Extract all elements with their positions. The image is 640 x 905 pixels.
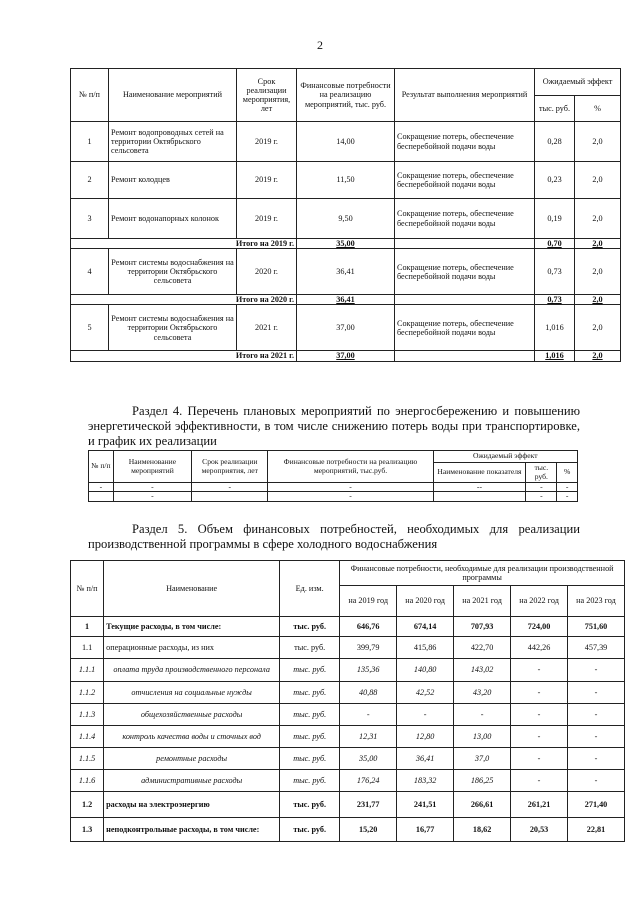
- row-name: ремонтные расходы: [104, 748, 280, 770]
- t3-finance-header: Финансовые потребности, необходимые для реализации производственной программы: [340, 561, 625, 586]
- row-num: 2: [71, 162, 109, 199]
- total-effect-pct: 2,0: [575, 295, 621, 305]
- row-value: 422,70: [454, 637, 511, 659]
- row-value: 12,80: [397, 726, 454, 748]
- energy-measures-table: [88, 450, 578, 502]
- t3-year-header: на 2020 год: [397, 586, 454, 617]
- row-value: 20,53: [511, 818, 568, 842]
- row-value: -: [568, 682, 625, 704]
- row-value: -: [568, 770, 625, 792]
- t2-term: [192, 492, 268, 501]
- row-unit: тыс. руб.: [280, 748, 340, 770]
- table-row: [71, 682, 625, 704]
- row-value: 442,26: [511, 637, 568, 659]
- row-num: 1.1.5: [71, 748, 104, 770]
- t3-unit-header: Ед. изм.: [280, 561, 340, 617]
- section-4-text: Раздел 4. Перечень плановых мероприятий по энергосбережению и повышению энергетической эффективности, в том числе снижению потерь воды при транспортировке, и график их реализации: [88, 404, 580, 448]
- row-name: Текущие расходы, в том числе:: [104, 617, 280, 637]
- row-value: 15,20: [340, 818, 397, 842]
- row-result: Сокращение потерь, обеспечение бесперебойной подачи воды: [395, 199, 535, 239]
- row-finance: 11,50: [297, 162, 395, 199]
- table-row: [71, 792, 625, 818]
- t3-year-header: на 2022 год: [511, 586, 568, 617]
- row-name: расходы на электроэнергию: [104, 792, 280, 818]
- row-effect-pct: 2,0: [575, 122, 621, 162]
- row-term: 2019 г.: [237, 122, 297, 162]
- row-num: 4: [71, 249, 109, 295]
- t3-year-header: на 2023 год: [568, 586, 625, 617]
- t2-name-header: Наименование мероприятий: [113, 451, 191, 483]
- table-row: [71, 122, 621, 162]
- row-term: 2019 г.: [237, 162, 297, 199]
- row-value: 13,00: [454, 726, 511, 748]
- total-label: Итого на 2020 г.: [71, 295, 297, 305]
- table-row: [71, 162, 621, 199]
- row-effect-rub: 0,73: [535, 249, 575, 295]
- row-num: 1.3: [71, 818, 104, 842]
- row-effect-pct: 2,0: [575, 305, 621, 351]
- measures-table: [70, 68, 621, 362]
- t3-year-header: на 2021 год: [454, 586, 511, 617]
- total-result: [395, 239, 535, 249]
- row-unit: тыс. руб.: [280, 659, 340, 682]
- row-value: 751,60: [568, 617, 625, 637]
- t2-indicator-header: Наименование показателя: [433, 463, 526, 483]
- row-unit: тыс. руб.: [280, 617, 340, 637]
- row-num: 1.1.6: [71, 770, 104, 792]
- t2-effect-header: Ожидаемый эффект: [433, 451, 577, 463]
- row-unit: тыс. руб.: [280, 770, 340, 792]
- row-value: 135,36: [340, 659, 397, 682]
- row-name: Ремонт системы водоснабжения на территории Октябрьского сельсовета: [109, 249, 237, 295]
- row-num: 5: [71, 305, 109, 351]
- row-value: -: [340, 704, 397, 726]
- row-value: 674,14: [397, 617, 454, 637]
- t2-term: -: [192, 483, 268, 492]
- row-value: -: [511, 748, 568, 770]
- t2-rub-header: тыс. руб.: [526, 463, 557, 483]
- table-row: [89, 483, 578, 492]
- table-row: [71, 818, 625, 842]
- row-value: -: [568, 659, 625, 682]
- row-effect-pct: 2,0: [575, 199, 621, 239]
- row-effect-rub: 1,016: [535, 305, 575, 351]
- col-term-header: Срок реализации мероприятия, лет: [237, 69, 297, 122]
- table-row: [71, 770, 625, 792]
- row-result: Сокращение потерь, обеспечение бесперебойной подачи воды: [395, 122, 535, 162]
- row-value: 40,88: [340, 682, 397, 704]
- row-value: 183,32: [397, 770, 454, 792]
- t2-rub: -: [526, 483, 557, 492]
- row-value: 231,77: [340, 792, 397, 818]
- row-name: операционные расходы, из них: [104, 637, 280, 659]
- row-unit: тыс. руб.: [280, 682, 340, 704]
- row-num: 1.1: [71, 637, 104, 659]
- table-row: [71, 704, 625, 726]
- row-num: 1.1.4: [71, 726, 104, 748]
- row-value: 35,00: [340, 748, 397, 770]
- row-name: отчисления на социальные нужды: [104, 682, 280, 704]
- total-row: [71, 295, 621, 305]
- row-unit: тыс. руб.: [280, 637, 340, 659]
- row-name: Ремонт водопроводных сетей на территории Октябрьского сельсовета: [109, 122, 237, 162]
- row-value: 43,20: [454, 682, 511, 704]
- t2-indicator: --: [433, 483, 526, 492]
- row-num: 1: [71, 617, 104, 637]
- row-value: 18,62: [454, 818, 511, 842]
- row-name: Ремонт колодцев: [109, 162, 237, 199]
- table-row: [71, 249, 621, 295]
- row-num: 1.1.1: [71, 659, 104, 682]
- row-value: 457,39: [568, 637, 625, 659]
- total-row: [71, 351, 621, 361]
- row-num: 1.2: [71, 792, 104, 818]
- page-number: 2: [317, 38, 323, 52]
- row-unit: тыс. руб.: [280, 818, 340, 842]
- row-value: -: [397, 704, 454, 726]
- row-effect-rub: 0,19: [535, 199, 575, 239]
- total-result: [395, 351, 535, 361]
- t2-pct-header: %: [557, 463, 578, 483]
- row-name: административные расходы: [104, 770, 280, 792]
- row-value: 399,79: [340, 637, 397, 659]
- row-value: 266,61: [454, 792, 511, 818]
- row-value: 415,86: [397, 637, 454, 659]
- table-row: [71, 637, 625, 659]
- row-finance: 37,00: [297, 305, 395, 351]
- t2-num: [89, 492, 114, 501]
- row-value: 140,80: [397, 659, 454, 682]
- row-finance: 14,00: [297, 122, 395, 162]
- row-result: Сокращение потерь, обеспечение бесперебойной подачи воды: [395, 305, 535, 351]
- row-value: -: [511, 682, 568, 704]
- row-effect-rub: 0,23: [535, 162, 575, 199]
- col-name-header: Наименование мероприятий: [109, 69, 237, 122]
- row-unit: тыс. руб.: [280, 704, 340, 726]
- t2-num-header: № п/п: [89, 451, 114, 483]
- row-value: 241,51: [397, 792, 454, 818]
- section-4-heading: [88, 404, 580, 449]
- t2-indicator: [433, 492, 526, 501]
- row-unit: тыс. руб.: [280, 792, 340, 818]
- row-value: 646,76: [340, 617, 397, 637]
- row-num: 1: [71, 122, 109, 162]
- table-row: [71, 199, 621, 239]
- table-row: [71, 305, 621, 351]
- total-effect-rub: 0,70: [535, 239, 575, 249]
- table-row: [71, 748, 625, 770]
- row-value: 22,81: [568, 818, 625, 842]
- row-value: 12,31: [340, 726, 397, 748]
- row-num: 1.1.2: [71, 682, 104, 704]
- t2-pct: -: [557, 492, 578, 501]
- row-value: -: [454, 704, 511, 726]
- row-value: -: [568, 726, 625, 748]
- total-effect-pct: 2,0: [575, 239, 621, 249]
- row-value: 16,77: [397, 818, 454, 842]
- row-value: 36,41: [397, 748, 454, 770]
- total-effect-pct: 2,0: [575, 351, 621, 361]
- total-finance: 37,00: [297, 351, 395, 361]
- row-value: 261,21: [511, 792, 568, 818]
- total-finance: 36,41: [297, 295, 395, 305]
- t2-rub: -: [526, 492, 557, 501]
- row-term: 2020 г.: [237, 249, 297, 295]
- row-value: 707,93: [454, 617, 511, 637]
- row-value: -: [511, 726, 568, 748]
- total-label: Итого на 2019 г.: [71, 239, 297, 249]
- t2-term-header: Срок реализации мероприятия, лет: [192, 451, 268, 483]
- financial-needs-table: [70, 560, 625, 842]
- t3-name-header: Наименование: [104, 561, 280, 617]
- t2-finance: -: [268, 492, 433, 501]
- row-value: -: [568, 748, 625, 770]
- row-value: 143,02: [454, 659, 511, 682]
- row-value: -: [511, 770, 568, 792]
- row-value: 42,52: [397, 682, 454, 704]
- row-name: неподконтрольные расходы, в том числе:: [104, 818, 280, 842]
- col-effect-rub-header: тыс. руб.: [535, 96, 575, 122]
- col-effect-pct-header: %: [575, 96, 621, 122]
- col-result-header: Результат выполнения мероприятий: [395, 69, 535, 122]
- t2-num: -: [89, 483, 114, 492]
- col-finance-header: Финансовые потребности на реализацию мероприятий, тыс. руб.: [297, 69, 395, 122]
- t2-finance: -: [268, 483, 433, 492]
- row-num: 1.1.3: [71, 704, 104, 726]
- row-term: 2021 г.: [237, 305, 297, 351]
- total-result: [395, 295, 535, 305]
- table-row: [71, 617, 625, 637]
- table-row: [71, 726, 625, 748]
- t2-finance-header: Финансовые потребности на реализацию мероприятий, тыс.руб.: [268, 451, 433, 483]
- t2-pct: -: [557, 483, 578, 492]
- row-effect-pct: 2,0: [575, 249, 621, 295]
- row-value: -: [511, 704, 568, 726]
- row-term: 2019 г.: [237, 199, 297, 239]
- total-effect-rub: 1,016: [535, 351, 575, 361]
- row-finance: 9,50: [297, 199, 395, 239]
- row-value: -: [568, 704, 625, 726]
- row-value: -: [511, 659, 568, 682]
- row-name: контроль качества воды и сточных вод: [104, 726, 280, 748]
- total-effect-rub: 0,73: [535, 295, 575, 305]
- total-label: Итого на 2021 г.: [71, 351, 297, 361]
- col-effect-header: Ожидаемый эффект: [535, 69, 621, 96]
- row-effect-pct: 2,0: [575, 162, 621, 199]
- row-value: 37,0: [454, 748, 511, 770]
- row-value: 271,40: [568, 792, 625, 818]
- row-num: 3: [71, 199, 109, 239]
- row-result: Сокращение потерь, обеспечение бесперебойной подачи воды: [395, 249, 535, 295]
- row-value: 176,24: [340, 770, 397, 792]
- table-row: [71, 659, 625, 682]
- row-name: общехозяйственные расходы: [104, 704, 280, 726]
- section-5-heading: [88, 522, 580, 552]
- row-effect-rub: 0,28: [535, 122, 575, 162]
- row-name: Ремонт водонапорных колонок: [109, 199, 237, 239]
- t3-year-header: на 2019 год: [340, 586, 397, 617]
- row-name: Ремонт системы водоснабжения на территории Октябрьского сельсовета: [109, 305, 237, 351]
- total-row: [71, 239, 621, 249]
- row-unit: тыс. руб.: [280, 726, 340, 748]
- section-5-text: Раздел 5. Объем финансовых потребностей, необходимых для реализации производственной программы в сфере холодного водоснабжения: [88, 522, 580, 551]
- row-value: 724,00: [511, 617, 568, 637]
- t2-name: -: [113, 483, 191, 492]
- total-finance: 35,00: [297, 239, 395, 249]
- table-row: [89, 492, 578, 501]
- row-result: Сокращение потерь, обеспечение бесперебойной подачи воды: [395, 162, 535, 199]
- t3-num-header: № п/п: [71, 561, 104, 617]
- row-name: оплата труда производственного персонала: [104, 659, 280, 682]
- t2-name: -: [113, 492, 191, 501]
- row-value: 186,25: [454, 770, 511, 792]
- row-finance: 36,41: [297, 249, 395, 295]
- col-num-header: № п/п: [71, 69, 109, 122]
